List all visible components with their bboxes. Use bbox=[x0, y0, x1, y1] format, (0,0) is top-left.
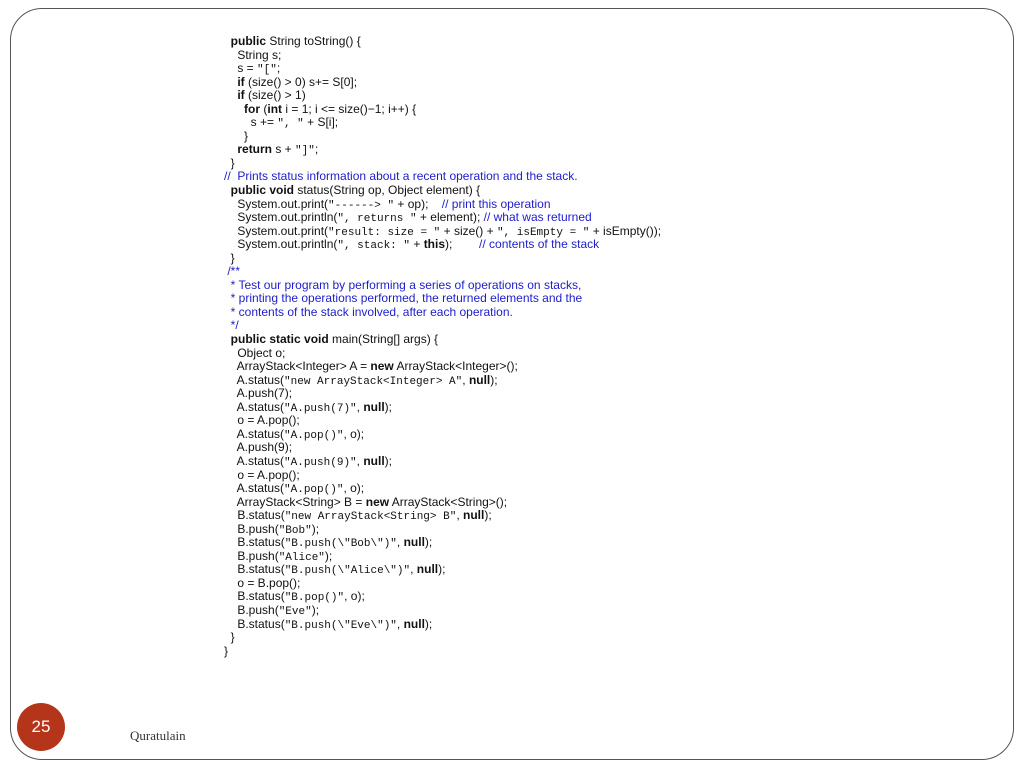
code-text: System.out.print( bbox=[224, 223, 329, 238]
code-text: ); bbox=[324, 548, 333, 563]
code-line bbox=[224, 333, 824, 347]
code-keyword: int bbox=[267, 101, 283, 116]
code-comment: * Test our program by performing a series of operations on stacks, bbox=[224, 277, 582, 292]
code-line bbox=[224, 347, 824, 361]
code-text: ); bbox=[490, 372, 498, 387]
code-keyword: if bbox=[237, 74, 245, 89]
code-text bbox=[224, 88, 237, 102]
code-text: ); bbox=[311, 602, 320, 617]
code-text bbox=[224, 332, 231, 346]
code-text: B.status( bbox=[224, 535, 285, 550]
code-text: ); bbox=[424, 535, 433, 550]
code-text: B.status( bbox=[224, 508, 285, 523]
code-text: } bbox=[224, 643, 229, 658]
code-keyword: new bbox=[370, 359, 394, 374]
code-keyword: null bbox=[468, 372, 491, 387]
code-text: o = A.pop(); bbox=[224, 413, 300, 428]
code-text: ; bbox=[314, 142, 319, 157]
code-text: , o); bbox=[343, 481, 365, 496]
code-text: ); bbox=[384, 453, 392, 468]
code-string: "B.push(\"Eve\")" bbox=[284, 619, 397, 632]
code-keyword: null bbox=[363, 399, 385, 414]
code-text: o = B.pop(); bbox=[224, 575, 301, 590]
code-line bbox=[224, 414, 824, 428]
code-text: + element); bbox=[416, 210, 484, 225]
code-text: , bbox=[456, 508, 463, 523]
code-text: ); bbox=[445, 237, 480, 252]
code-comment: // what was returned bbox=[483, 210, 592, 225]
code-line bbox=[224, 604, 824, 618]
code-comment: /** bbox=[224, 264, 241, 279]
code-line bbox=[224, 618, 824, 632]
code-line bbox=[224, 184, 824, 198]
code-text: A.status( bbox=[224, 426, 285, 441]
code-text: , bbox=[396, 616, 404, 631]
code-line bbox=[224, 387, 824, 401]
code-keyword: return bbox=[237, 142, 273, 157]
code-text bbox=[224, 142, 237, 156]
code-text: (size() > 0) s+= S[0]; bbox=[244, 74, 358, 89]
code-text: o = A.pop(); bbox=[224, 467, 300, 482]
code-line bbox=[224, 536, 824, 550]
code-text: } bbox=[224, 155, 235, 170]
author-name: Quratulain bbox=[130, 728, 186, 743]
code-text bbox=[224, 34, 231, 48]
code-text: System.out.print( bbox=[224, 196, 329, 211]
code-keyword: new bbox=[365, 494, 390, 509]
code-line bbox=[224, 455, 824, 469]
code-line bbox=[224, 306, 824, 320]
code-line bbox=[224, 523, 824, 537]
code-text: B.push( bbox=[224, 548, 279, 563]
code-text: } bbox=[224, 128, 249, 143]
code-text: System.out.println( bbox=[224, 237, 338, 252]
code-string: "]" bbox=[295, 145, 315, 158]
code-text: + size() + bbox=[440, 223, 497, 238]
code-text: B.status( bbox=[224, 562, 285, 577]
code-line bbox=[224, 143, 824, 157]
code-text: A.push(9); bbox=[224, 440, 293, 455]
code-keyword: null bbox=[416, 562, 439, 577]
code-text: A.status( bbox=[224, 372, 285, 387]
code-text: status(String op, Object element) { bbox=[294, 183, 481, 198]
code-text: , bbox=[356, 399, 364, 414]
code-line bbox=[224, 319, 824, 333]
code-line bbox=[224, 103, 824, 117]
code-comment: // contents of the stack bbox=[479, 237, 600, 252]
code-line bbox=[224, 76, 824, 90]
code-keyword: public static void bbox=[230, 332, 329, 347]
code-line bbox=[224, 292, 824, 306]
code-text: i = 1; i <= size()−1; i++) { bbox=[282, 101, 417, 116]
code-keyword: null bbox=[463, 508, 485, 523]
code-text bbox=[224, 102, 244, 116]
code-text: ); bbox=[438, 562, 446, 577]
code-line bbox=[224, 550, 824, 564]
code-text: B.push( bbox=[224, 602, 279, 617]
code-text: s = bbox=[224, 61, 258, 76]
code-line bbox=[224, 252, 824, 266]
code-text: A.push(7); bbox=[224, 386, 293, 401]
code-text: s += bbox=[224, 115, 278, 130]
code-listing bbox=[224, 35, 824, 658]
code-text: + bbox=[410, 237, 424, 252]
code-line bbox=[224, 89, 824, 103]
code-text: + S[i]; bbox=[303, 115, 339, 130]
code-string: "Alice" bbox=[278, 551, 325, 564]
code-text: ArrayStack<Integer> A = bbox=[224, 359, 371, 374]
code-string: "A.pop()" bbox=[284, 484, 344, 497]
code-text: ); bbox=[424, 616, 433, 631]
code-keyword: public bbox=[230, 34, 267, 48]
code-line bbox=[224, 198, 824, 212]
code-string: ", returns " bbox=[337, 213, 417, 226]
code-comment: */ bbox=[224, 318, 239, 333]
code-line bbox=[224, 482, 824, 496]
code-comment: * printing the operations performed, the returned elements and the bbox=[224, 291, 583, 306]
code-line bbox=[224, 35, 824, 49]
code-line bbox=[224, 279, 824, 293]
code-line bbox=[224, 130, 824, 144]
code-text: A.status( bbox=[224, 453, 285, 468]
code-line bbox=[224, 645, 824, 659]
page-number: 25 bbox=[31, 717, 51, 736]
code-keyword: null bbox=[403, 535, 425, 550]
code-text: ; bbox=[276, 61, 281, 76]
code-line bbox=[224, 157, 824, 171]
code-text: ArrayStack<Integer>(); bbox=[393, 359, 518, 374]
code-line bbox=[224, 225, 824, 239]
code-text: String toString() { bbox=[266, 34, 361, 48]
code-text: ArrayStack<String> B = bbox=[224, 494, 366, 509]
code-text: ); bbox=[384, 399, 392, 414]
code-text: , bbox=[462, 372, 469, 387]
code-line bbox=[224, 211, 824, 225]
code-keyword: null bbox=[363, 453, 385, 468]
code-string: ", stack: " bbox=[337, 240, 410, 253]
code-text bbox=[224, 183, 231, 197]
code-keyword: public void bbox=[230, 183, 295, 198]
code-string: "result: size = " bbox=[328, 226, 441, 239]
code-line bbox=[224, 49, 824, 63]
code-keyword: if bbox=[237, 88, 245, 103]
code-string: "A.pop()" bbox=[284, 429, 344, 442]
code-string: "Eve" bbox=[278, 605, 312, 618]
code-text: s + bbox=[272, 142, 296, 157]
code-line bbox=[224, 441, 824, 455]
code-line bbox=[224, 563, 824, 577]
code-line bbox=[224, 238, 824, 252]
code-string: "A.push(7)" bbox=[284, 402, 357, 415]
code-text: , bbox=[356, 453, 364, 468]
code-line bbox=[224, 170, 824, 184]
code-string: "A.push(9)" bbox=[284, 456, 357, 469]
code-line bbox=[224, 577, 824, 591]
code-text: (size() > 1) bbox=[244, 88, 306, 103]
code-string: "B.push(\"Alice\")" bbox=[284, 565, 411, 578]
code-text: , o); bbox=[344, 589, 365, 604]
code-comment: // Prints status information about a recent operation and the stack. bbox=[224, 169, 578, 184]
code-text: ( bbox=[260, 101, 268, 116]
code-line bbox=[224, 631, 824, 645]
code-text bbox=[224, 75, 237, 89]
code-text: ); bbox=[311, 521, 320, 536]
code-line bbox=[224, 590, 824, 604]
code-string: "[" bbox=[257, 64, 277, 77]
code-keyword: this bbox=[423, 237, 446, 252]
code-string: ", isEmpty = " bbox=[496, 226, 590, 239]
code-line bbox=[224, 116, 824, 130]
code-string: ", " bbox=[277, 118, 304, 131]
code-text: String s; bbox=[224, 47, 282, 62]
code-text: Object o; bbox=[224, 345, 286, 360]
code-text: System.out.println( bbox=[224, 210, 338, 225]
code-string: "------> " bbox=[328, 199, 395, 212]
code-text: , bbox=[410, 562, 417, 577]
code-keyword: for bbox=[244, 101, 261, 116]
code-line bbox=[224, 360, 824, 374]
code-string: "B.push(\"Bob\")" bbox=[284, 538, 397, 551]
code-string: "Bob" bbox=[278, 524, 312, 537]
code-text: A.status( bbox=[224, 399, 285, 414]
code-text: } bbox=[224, 630, 235, 645]
code-line bbox=[224, 469, 824, 483]
code-text: ArrayStack<String>(); bbox=[389, 494, 508, 509]
code-text: } bbox=[224, 250, 235, 265]
code-text: + op); bbox=[394, 196, 442, 211]
code-text: ); bbox=[484, 508, 492, 523]
code-comment: // print this operation bbox=[441, 196, 551, 211]
code-line bbox=[224, 374, 824, 388]
code-text: B.status( bbox=[224, 616, 285, 631]
code-line bbox=[224, 496, 824, 510]
code-line bbox=[224, 509, 824, 523]
code-text: + isEmpty()); bbox=[589, 223, 662, 238]
code-line bbox=[224, 401, 824, 415]
code-line bbox=[224, 265, 824, 279]
code-text: main(String[] args) { bbox=[328, 332, 439, 347]
page-number-badge bbox=[17, 703, 65, 751]
code-string: "new ArrayStack<Integer> A" bbox=[284, 375, 463, 388]
code-keyword: null bbox=[403, 616, 425, 631]
code-comment: * contents of the stack involved, after each operation. bbox=[224, 304, 513, 319]
code-text: B.push( bbox=[224, 521, 279, 536]
code-string: "new ArrayStack<String> B" bbox=[284, 511, 457, 524]
code-string: "B.pop()" bbox=[284, 592, 345, 605]
code-text: A.status( bbox=[224, 481, 285, 496]
code-line bbox=[224, 428, 824, 442]
code-text: , o); bbox=[343, 426, 365, 441]
code-line bbox=[224, 62, 824, 76]
code-text: B.status( bbox=[224, 589, 285, 604]
code-text: , bbox=[396, 535, 404, 550]
